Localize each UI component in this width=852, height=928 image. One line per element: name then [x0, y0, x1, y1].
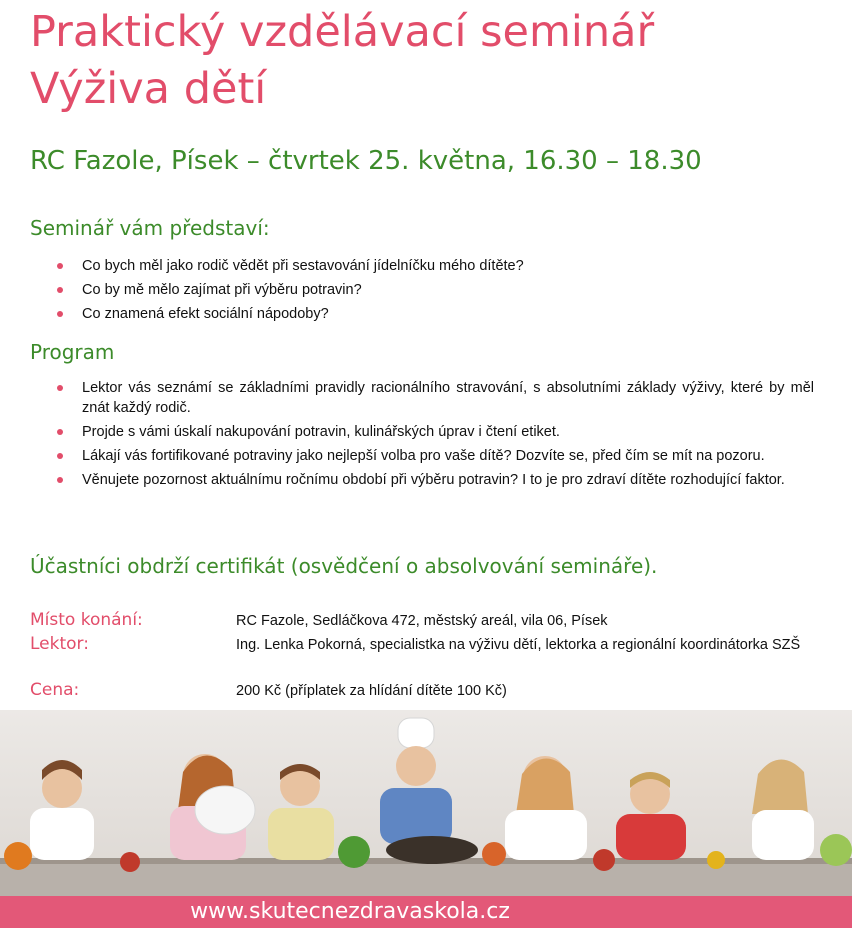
list-item: Co by mě mělo zajímat při výběru potravin? — [54, 280, 814, 300]
list-item: Věnujete pozornost aktuálnímu ročnímu období při výběru potravin? I to je pro zdraví dítěte rozhodující faktor. — [54, 470, 814, 490]
child-figure — [616, 772, 686, 860]
event-subtitle: RC Fazole, Písek – čtvrtek 25. května, 16.30 – 18.30 — [30, 146, 702, 176]
child-figure — [752, 759, 814, 860]
list-item: Co znamená efekt sociální nápodoby? — [54, 304, 814, 324]
certificate-note: Účastníci obdrží certifikát (osvědčení o absolvování semináře). — [30, 554, 658, 578]
page-title — [30, 4, 654, 118]
chef-child-figure — [380, 718, 478, 864]
title-line-1: Praktický vzdělávací seminář — [30, 7, 655, 57]
list-item: Lákají vás fortifikované potraviny jako nejlepší volba pro vaše dítě? Dozvíte se, před čím se mít na pozoru. — [54, 446, 814, 466]
lector-label: Lektor: — [30, 634, 89, 654]
list-item: Projde s vámi úskalí nakupování potravin, kulinářských úprav i čtení etiket. — [54, 422, 814, 442]
list-item: Co bych měl jako rodič vědět při sestavování jídelníčku mého dítěte? — [54, 256, 814, 276]
children-cooking-photo — [0, 710, 852, 896]
child-figure — [268, 764, 334, 860]
price-label: Cena: — [30, 680, 80, 700]
child-figure — [505, 756, 587, 860]
footer-bar — [0, 896, 852, 928]
lector-value: Ing. Lenka Pokorná, specialistka na výživu dětí, lektorka a regionální koordinátorka SZŠ — [236, 637, 801, 653]
price-value: 200 Kč (příplatek za hlídání dítěte 100 Kč) — [236, 683, 507, 699]
intro-heading: Seminář vám představí: — [30, 216, 270, 240]
intro-list — [54, 256, 814, 328]
child-figure — [30, 760, 94, 860]
place-value: RC Fazole, Sedláčkova 472, městský areál, vila 06, Písek — [236, 613, 608, 629]
place-label: Místo konání: — [30, 610, 143, 630]
program-heading: Program — [30, 340, 115, 364]
list-item: Lektor vás seznámí se základními pravidly racionálního stravování, s absolutními základy výživy, které by měl znát každý rodič. — [54, 378, 814, 418]
program-list — [54, 378, 814, 494]
child-figure — [170, 754, 255, 860]
title-line-2: Výživa dětí — [30, 64, 267, 114]
website-link[interactable]: www.skutecnezdravaskola.cz — [190, 899, 510, 924]
